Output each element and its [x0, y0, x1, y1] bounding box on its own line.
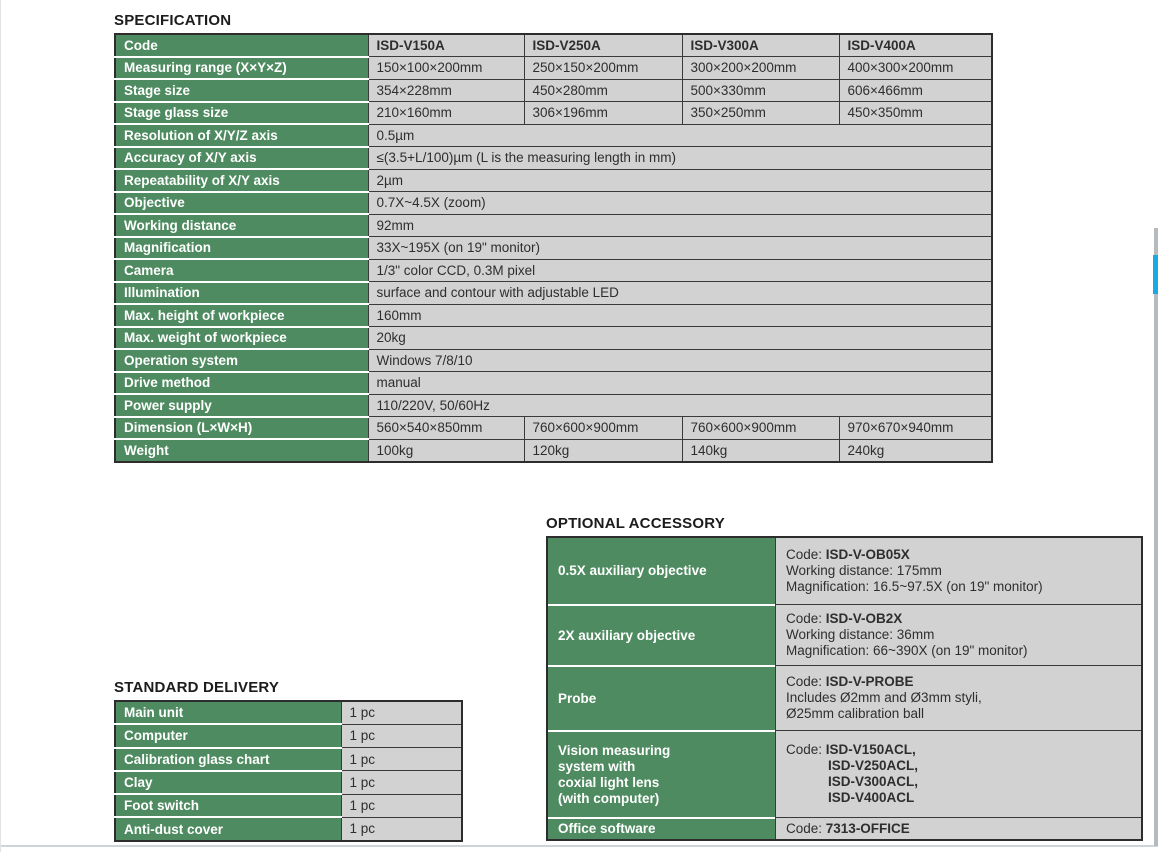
optional-accessory-value	[775, 604, 1141, 665]
accessory-plain-text: Magnification: 16.5~97.5X (on 19" monitor)	[786, 579, 1043, 594]
optional-accessory-row	[548, 665, 1141, 730]
scrollbar-track[interactable]	[1154, 228, 1158, 846]
accessory-plain-text: Code:	[786, 547, 826, 562]
spec-value-cell: ISD-V300A	[682, 34, 839, 57]
optional-accessory-label	[548, 730, 775, 817]
spec-value-cell: 350×250mm	[682, 102, 839, 125]
spec-value-cell: 250×150×200mm	[524, 57, 682, 80]
spec-row	[115, 327, 992, 350]
optional-accessory-row	[548, 817, 1141, 839]
accessory-plain-text: Code:	[786, 674, 826, 689]
delivery-item-qty: 1 pc	[341, 817, 462, 840]
delivery-row	[115, 701, 462, 724]
optional-accessory-value-line	[786, 579, 1141, 595]
scrollbar-thumb[interactable]	[1153, 255, 1158, 294]
spec-row	[115, 192, 992, 215]
accessory-code-text: ISD-V-OB05X	[825, 547, 910, 562]
optional-accessory-label	[548, 538, 775, 604]
optional-accessory-value-line	[786, 821, 1141, 837]
spec-row-label: Repeatability of X/Y axis	[115, 169, 368, 192]
spec-value-cell: 150×100×200mm	[368, 57, 524, 80]
optional-accessory-table	[546, 536, 1143, 841]
spec-row-label: Dimension (L×W×H)	[115, 417, 368, 440]
spec-value-cell: 760×600×900mm	[524, 417, 682, 440]
optional-accessory-value	[775, 817, 1141, 839]
spec-value-cell: 450×280mm	[524, 79, 682, 102]
specification-title: SPECIFICATION	[114, 12, 232, 29]
delivery-item-qty: 1 pc	[341, 794, 462, 817]
optional-accessory-label-line: Vision measuring	[558, 742, 671, 758]
delivery-row	[115, 817, 462, 840]
spec-span-value: surface and contour with adjustable LED	[368, 282, 992, 305]
spec-value-cell: ISD-V150A	[368, 34, 524, 57]
spec-row-label: Measuring range (X×Y×Z)	[115, 57, 368, 80]
spec-value-cell: 400×300×200mm	[839, 57, 992, 80]
spec-span-value: manual	[368, 372, 992, 395]
accessory-code-text: ISD-V250ACL,	[828, 758, 919, 773]
optional-accessory-value-line	[786, 611, 1141, 627]
spec-value-cell: 970×670×940mm	[839, 417, 992, 440]
spec-row-label: Operation system	[115, 349, 368, 372]
optional-accessory-value-line	[786, 547, 1141, 563]
optional-accessory-value	[775, 730, 1141, 817]
delivery-item-qty: 1 pc	[341, 701, 462, 724]
delivery-row	[115, 748, 462, 771]
optional-accessory-label-line: Office software	[558, 821, 656, 836]
spec-row	[115, 282, 992, 305]
standard-delivery-title: STANDARD DELIVERY	[114, 679, 280, 696]
spec-row-label: Max. weight of workpiece	[115, 327, 368, 350]
optional-accessory-label-line: 2X auxiliary objective	[558, 627, 696, 643]
specification-table	[114, 33, 993, 463]
accessory-plain-text: Code:	[786, 742, 826, 757]
spec-row-label: Max. height of workpiece	[115, 304, 368, 327]
spec-row-label: Accuracy of X/Y axis	[115, 147, 368, 170]
spec-row	[115, 372, 992, 395]
accessory-code-text: 7313-OFFICE	[825, 820, 910, 836]
spec-value-cell: 760×600×900mm	[682, 417, 839, 440]
spec-value-cell: 140kg	[682, 439, 839, 462]
delivery-item-label: Main unit	[115, 701, 341, 724]
spec-row	[115, 57, 992, 80]
spec-row-header	[115, 34, 992, 57]
optional-accessory-label-line: 0.5X auxiliary objective	[558, 563, 707, 578]
spec-span-value: 160mm	[368, 304, 992, 327]
spec-span-value: 2µm	[368, 169, 992, 192]
optional-accessory-value-line	[786, 627, 1141, 643]
standard-delivery-table	[114, 700, 463, 842]
spec-value-cell: 300×200×200mm	[682, 57, 839, 80]
optional-accessory-label-line: system with	[558, 758, 636, 774]
accessory-plain-text: Code:	[786, 611, 826, 626]
delivery-item-label: Anti-dust cover	[115, 817, 341, 840]
optional-accessory-value-line	[786, 790, 1141, 806]
spec-row	[115, 102, 992, 125]
spec-row	[115, 259, 992, 282]
spec-row	[115, 304, 992, 327]
accessory-plain-text: Working distance: 36mm	[786, 627, 935, 642]
spec-row-label: Magnification	[115, 237, 368, 260]
spec-row	[115, 79, 992, 102]
optional-accessory-value-line	[786, 563, 1141, 579]
delivery-item-qty: 1 pc	[341, 748, 462, 771]
spec-row-label: Drive method	[115, 372, 368, 395]
accessory-plain-text: Working distance: 175mm	[786, 563, 942, 578]
optional-accessory-row	[548, 538, 1141, 604]
spec-value-cell: 240kg	[839, 439, 992, 462]
optional-accessory-value-line	[786, 774, 1141, 790]
spec-span-value: 92mm	[368, 214, 992, 237]
accessory-code-text: ISD-V400ACL	[828, 790, 915, 805]
spec-row-label: Weight	[115, 439, 368, 462]
accessory-code-text: ISD-V-OB2X	[825, 611, 903, 626]
delivery-item-qty: 1 pc	[341, 771, 462, 794]
optional-accessory-label	[548, 665, 775, 730]
spec-row-label: Resolution of X/Y/Z axis	[115, 124, 368, 147]
delivery-row	[115, 724, 462, 747]
spec-value-cell: 606×466mm	[839, 79, 992, 102]
delivery-item-label: Foot switch	[115, 794, 341, 817]
accessory-plain-text: Code:	[786, 820, 826, 836]
spec-row	[115, 169, 992, 192]
spec-span-value: ≤(3.5+L/100)µm (L is the measuring length in mm)	[368, 147, 992, 170]
spec-row	[115, 439, 992, 462]
accessory-plain-text: Includes Ø2mm and Ø3mm styli,	[786, 690, 982, 705]
spec-value-cell: 450×350mm	[839, 102, 992, 125]
spec-value-cell: 210×160mm	[368, 102, 524, 125]
accessory-plain-text: Ø25mm calibration ball	[786, 706, 925, 721]
spec-row	[115, 147, 992, 170]
spec-span-value: 33X~195X (on 19" monitor)	[368, 237, 992, 260]
spec-span-value: 110/220V, 50/60Hz	[368, 394, 992, 417]
optional-accessory-value-line	[786, 758, 1141, 774]
optional-accessory-value-line	[786, 674, 1141, 690]
spec-row-label: Working distance	[115, 214, 368, 237]
spec-span-value: 0.5µm	[368, 124, 992, 147]
optional-accessory-label	[548, 817, 775, 839]
spec-row	[115, 214, 992, 237]
accessory-code-text: ISD-V300ACL,	[828, 774, 919, 789]
delivery-item-label: Clay	[115, 771, 341, 794]
spec-span-value: Windows 7/8/10	[368, 349, 992, 372]
optional-accessory-label-line: (with computer)	[558, 790, 660, 806]
spec-value-cell: 560×540×850mm	[368, 417, 524, 440]
accessory-plain-text: Magnification: 66~390X (on 19" monitor)	[786, 643, 1028, 658]
optional-accessory-row	[548, 730, 1141, 817]
spec-value-cell: 354×228mm	[368, 79, 524, 102]
spec-row	[115, 394, 992, 417]
spec-row	[115, 237, 992, 260]
accessory-code-text: ISD-V-PROBE	[825, 674, 914, 689]
optional-accessory-title: OPTIONAL ACCESSORY	[546, 515, 725, 532]
spec-row	[115, 124, 992, 147]
optional-accessory-row	[548, 604, 1141, 665]
optional-accessory-value-line	[786, 706, 1141, 722]
spec-span-value: 1/3" color CCD, 0.3M pixel	[368, 259, 992, 282]
optional-accessory-value-line	[786, 643, 1141, 659]
spec-row-label: Illumination	[115, 282, 368, 305]
delivery-item-qty: 1 pc	[341, 724, 462, 747]
optional-accessory-value	[775, 665, 1141, 730]
page-bottom-edge	[1, 845, 1158, 847]
spec-value-cell: 120kg	[524, 439, 682, 462]
spec-row	[115, 349, 992, 372]
optional-accessory-label	[548, 604, 775, 665]
spec-value-cell: 306×196mm	[524, 102, 682, 125]
spec-row	[115, 417, 992, 440]
spec-value-cell: 500×330mm	[682, 79, 839, 102]
spec-span-value: 0.7X~4.5X (zoom)	[368, 192, 992, 215]
optional-accessory-value-line	[786, 742, 1141, 758]
spec-value-cell: ISD-V250A	[524, 34, 682, 57]
spec-value-cell: 100kg	[368, 439, 524, 462]
spec-row-label: Code	[115, 34, 368, 57]
optional-accessory-value-line	[786, 690, 1141, 706]
delivery-item-label: Computer	[115, 724, 341, 747]
spec-row-label: Power supply	[115, 394, 368, 417]
optional-accessory-label-line: coxial light lens	[558, 774, 660, 790]
delivery-row	[115, 771, 462, 794]
spec-row-label: Objective	[115, 192, 368, 215]
optional-accessory-value	[775, 538, 1141, 604]
spec-row-label: Stage size	[115, 79, 368, 102]
optional-accessory-label-line: Probe	[558, 690, 597, 706]
spec-row-label: Camera	[115, 259, 368, 282]
spec-span-value: 20kg	[368, 327, 992, 350]
delivery-row	[115, 794, 462, 817]
spec-value-cell: ISD-V400A	[839, 34, 992, 57]
spec-row-label: Stage glass size	[115, 102, 368, 125]
accessory-code-text: ISD-V150ACL,	[825, 742, 916, 757]
delivery-item-label: Calibration glass chart	[115, 748, 341, 771]
